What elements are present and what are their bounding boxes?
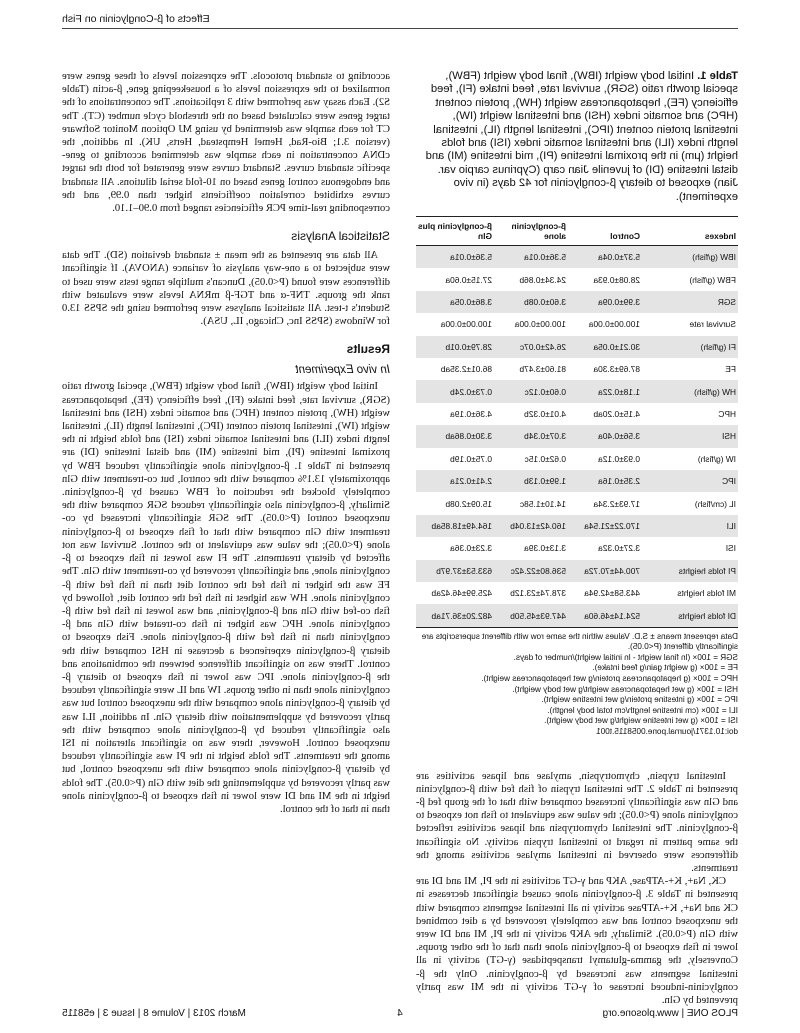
table-note: IPC = 100× (g intestine protein/g wet intestine weight). bbox=[541, 695, 738, 705]
table-row bbox=[416, 560, 738, 582]
table-note: doi:10.1371/journal.pone.0058115.t001 bbox=[596, 727, 738, 737]
methods-paragraph: according to standard protocols. The expression levels of these genes were normalized to the expression levels of a housekeeping gene, β-actin (Table S2). Each assay was performed with 3 replications. The concentrations of the target genes were calculated based on the threshold cycle number (CT). The CT for each sample was determined by using MJ Opticon Monitor Software (version 3.1; Bio-Rad, Hemel Hempstead, Herts, UK). In addition, the cDNA concentration in each sample was determined according to gene-specific standard curves. Standard curves were generated for both the target and endogenous control genes based on 10-fold serial dilutions. All standard curves exhibited correlation coefficients higher than 0.99, and the corresponding real-time PCR efficiencies ranged from 0.90–1.10. bbox=[62, 71, 390, 215]
data-table bbox=[416, 216, 738, 628]
control-value-cell: 1.18±0.22a bbox=[568, 380, 642, 402]
alone-value-cell: 26.42±0.07c bbox=[494, 336, 568, 358]
row-index-cell: IL (cm/fish) bbox=[694, 498, 736, 509]
plus-gln-value-cell: 15.09±2.08b bbox=[445, 498, 492, 509]
row-index-cell: IBW (g/fish) bbox=[642, 246, 738, 269]
row-index-cell: IW (g/fish) bbox=[697, 453, 736, 464]
control-value-cell: 3.27±0.32a bbox=[598, 543, 640, 554]
control-value-cell: 28.08±0.93a bbox=[593, 274, 640, 285]
plus-gln-value-cell: 3.86±0.05a bbox=[416, 291, 494, 313]
subsection-heading-invivo: In vivo Experiment bbox=[295, 364, 390, 377]
results-paragraph: Initial body weight (IBW), final body weight (FBW), special growth ratio (SGR), survival rate, feed intake (FI), feed efficiency (FE), hepatopancreas weight (HW), protein content (HPC) and somatic index (HSI) and intestinal weight (IW), intestinal protein content (IPC), intestinal length (IL), intestinal length index (ILI) and intestinal somatic index (ISI) and folds height in the proximal intestine (PI), mid intestine (MI) and distal intestine (DI) are presented in Table 1. β-conglycinin alone significantly reduced FBW by approximately 13.1% compared with the control, but co-treatment with Gln completely blocked the reduction of FBW caused by β-conglycinin. Similarly, β-conglycinin also significantly reduced SGR compared with the unexposed control (P<0.05). The SGR significantly increased by co-treatment with Gln compared with that of fish exposed to β-conglycinin alone (P<0.05); the value was equivalent to the control. Survival was not affected by dietary treatments. The FI was lowest in fish exposed to β-conglycinin alone, and significantly recovered by co-treatment with Gln. The FE was the higher in fish fed the control diet than in fish fed with β-conglycinin alone. HW was highest in fish fed the control diet, followed by fish co-fed with Gln and β-conglycinin, and was lowest in fish fed with β-conglycinin alone. HPC was higher in fish co-treated with Gln and β-conglycinin than in fish fed with β-conglycinin alone. Fish exposed to dietary β-conglycinin experienced a decrease in HSI compared with the control. There was no significant difference between the combinations and the β-conglycinin alone. IPC was lower in fish exposed to dietary β-conglycinin alone than in other groups. IW and IL were significantly reduced by dietary β-conglycinin alone compared with the unexposed control but was partly recovered by supplementation with dietary Gln. In addition, ILI was also significantly reduced by β-conglycinin alone compared with the unexposed control. However, there was no significant alteration in ISI among the treatments. The folds height in the PI was significantly reduced by dietary β-conglycinin alone compared with the unexposed control, but was partly recovered by supplementing the diet with Gln (P<0.05). The folds height in the MI and DI were lower in fish exposed to β-conglycinin alone than in that of the control. bbox=[62, 381, 390, 815]
plus-gln-value-cell: 28.79±0.01b bbox=[416, 336, 494, 358]
row-index-cell: IPC bbox=[642, 470, 738, 492]
control-value-cell: 4.15±0.20ab bbox=[593, 408, 640, 419]
table-row bbox=[416, 313, 738, 335]
control-value-cell: 5.37±0.04a bbox=[568, 246, 642, 269]
alone-value-cell: 0.60±0.12c bbox=[494, 380, 568, 402]
alone-value-cell: 14.10±1.58c bbox=[519, 498, 566, 509]
footer-journal: PLOS ONE | www.plosone.org bbox=[602, 1008, 738, 1019]
table-note: SGR = 100× (ln final weight - ln initial weight)/number of days. bbox=[513, 652, 738, 662]
control-value-cell: 2.35±0.16a bbox=[568, 470, 642, 492]
row-index-cell: Survival rate bbox=[689, 319, 736, 330]
control-value-cell: 87.69±3.30a bbox=[593, 364, 640, 375]
row-index-cell: HSI bbox=[642, 425, 738, 447]
control-value-cell: 700.44±70.72a bbox=[568, 560, 642, 582]
footer-issue: March 2013 | Volume 8 | Issue 3 | e58115 bbox=[62, 1008, 246, 1019]
table-row bbox=[416, 403, 738, 425]
row-index-cell: FI (g/fish) bbox=[642, 336, 738, 358]
footer-page-number: 4 bbox=[397, 1008, 403, 1019]
control-value-cell: 17.93±2.34a bbox=[593, 498, 640, 509]
control-value-cell: 524.14±46.60a bbox=[568, 604, 642, 627]
section-heading-statistics: Statistical Analysis bbox=[291, 229, 390, 244]
row-index-cell: ILI bbox=[642, 515, 738, 537]
statistics-paragraph: All data are presented as the mean ± standard deviation (SD). The data were subjected to a one-way analysis of variance (ANOVA). If significant differences were found (P<0.05), Duncan's multiple range tests were used to rank the groups. TNF-α and TGF-β mRNA levels were evaluated with Student's t-test. All statistical analyses were performed using the SPSS 13.0 for Windows (SPSS Inc, Chicago, IL, USA). bbox=[62, 250, 390, 328]
control-value-cell: 0.93±0.12a bbox=[598, 453, 640, 464]
alone-value-cell: 3.13±0.39a bbox=[524, 543, 566, 554]
table-row bbox=[416, 268, 738, 290]
alone-value-cell: 4.01±0.32b bbox=[524, 408, 566, 419]
control-value-cell: 100.00±0.00a bbox=[588, 319, 640, 330]
table-row bbox=[416, 492, 738, 514]
table-row bbox=[416, 582, 738, 604]
plus-gln-value-cell: 482.20±36.71ab bbox=[416, 604, 494, 627]
table-caption-text: Initial body weight (IBW), final body weight (FBW), special growth ratio (SGR), survival rate, feed intake (FI), feed efficiency (FE), hepatopancreas weight (HW), protein content (HPC) and somatic index (HSI) and intestinal weight (IW), intestinal protein content (IPC), intestinal length (IL), intestinal length index (ILI) and intestinal somatic index (ISI) and folds height (μm) in the proximal intestine (PI), mid intestine (MI) and distal intestine (DI) of juvenile Jian carp (Cyprinus carpio var. Jian) exposed to dietary β-conglycinin for 42 days (in vivo experiment). bbox=[425, 70, 738, 203]
table-row bbox=[416, 470, 738, 492]
alone-value-cell: 0.62±0.15c bbox=[524, 453, 566, 464]
alone-value-cell: 5.36±0.01a bbox=[494, 246, 568, 269]
row-index-cell: ISI bbox=[725, 543, 736, 554]
digestive-enzymes-text bbox=[416, 770, 738, 1008]
table-row bbox=[416, 336, 738, 358]
column-header-plus-gln: β-conglycinin plus Gln bbox=[418, 221, 492, 242]
alone-value-cell: 447.93±45.50b bbox=[494, 604, 568, 627]
plus-gln-value-cell: 164.49±18.85ab bbox=[416, 515, 494, 537]
table-row bbox=[416, 425, 738, 447]
alone-value-cell: 24.34±0.86b bbox=[519, 274, 566, 285]
control-value-cell: 30.21±0.05a bbox=[568, 336, 642, 358]
plus-gln-value-cell: 3.23±0.36a bbox=[450, 543, 492, 554]
alone-value-cell: 536.80±22.42c bbox=[494, 560, 568, 582]
table-body bbox=[416, 246, 738, 628]
alone-value-cell: 81.60±3.47b bbox=[519, 364, 566, 375]
alone-value-cell: 160.42±13.04b bbox=[494, 515, 568, 537]
text-column-table bbox=[416, 70, 738, 1007]
alone-value-cell: 3.60±0.08b bbox=[494, 291, 568, 313]
plus-gln-value-cell: 4.36±0.19a bbox=[450, 408, 492, 419]
plus-gln-value-cell: 633.53±37.97b bbox=[416, 560, 494, 582]
table-row bbox=[416, 358, 738, 380]
control-value-cell: 170.22±21.54a bbox=[568, 515, 642, 537]
table-header-row bbox=[416, 217, 738, 246]
row-index-cell: HW (g/fish) bbox=[642, 380, 738, 402]
brush-border-paragraph: CK, Na+, K+-ATPase, AKP and γ-GT activities in the PI, MI and DI are presented in Table 3. β-conglycinin alone caused significant decreases in CK and Na+, K+-ATPase activity in all intestinal segments compared with the unexposed control and was completely recovered by a diet combined with Gln (P<0.05). Similarly, the AKP activity in the PI, MI and DI were lower in fish exposed to β-conglycinin alone than that of the other groups. Conversely, the gamma-glutamyl transpeptidase (γ-GT) activity in all intestinal segments was increased by β-conglycinin. Only the β-conglycinin-induced increase of γ-GT activity in the MI was partly prevented by Gln. bbox=[416, 876, 738, 1007]
plus-gln-value-cell: 100.00±0.00a bbox=[440, 319, 492, 330]
table-note: FE = 100× (g weight gain/g feed intake). bbox=[592, 663, 738, 673]
column-header-indexes: Indexes bbox=[704, 231, 736, 242]
control-value-cell: 443.58±42.94a bbox=[584, 588, 640, 599]
table-row bbox=[416, 291, 738, 313]
alone-value-cell: 378.74±23.12b bbox=[510, 588, 566, 599]
plus-gln-value-cell: 27.15±0.60a bbox=[445, 274, 492, 285]
control-value-cell: 3.56±0.40a bbox=[568, 425, 642, 447]
plus-gln-value-cell: 425.99±46.42ab bbox=[431, 588, 492, 599]
plus-gln-value-cell: 5.36±0.01a bbox=[416, 246, 494, 269]
plus-gln-value-cell: 0.73±0.24b bbox=[416, 380, 494, 402]
table-note: Data represent means ± S.D. Values within the same row with different superscripts are significantly different (P<0.05). bbox=[421, 631, 738, 652]
row-index-cell: MI folds heights bbox=[677, 588, 736, 599]
table-row bbox=[416, 537, 738, 559]
table-row bbox=[416, 515, 738, 537]
table-row bbox=[416, 604, 738, 627]
table-label: Table 1. bbox=[697, 70, 738, 82]
row-index-cell: DI folds heights bbox=[642, 604, 738, 627]
table-row bbox=[416, 448, 738, 470]
table-note: ISI = 100× (g wet intestine weight/g wet body weight). bbox=[544, 716, 738, 726]
column-header-alone: β-conglycinin alone bbox=[511, 221, 566, 242]
plus-gln-value-cell: 3.30±0.86ab bbox=[416, 425, 494, 447]
plus-gln-value-cell: 86.01±2.35ab bbox=[440, 364, 492, 375]
alone-value-cell: 1.99±0.13b bbox=[494, 470, 568, 492]
running-title: Effects of β-Conglycinin on Fish bbox=[62, 13, 210, 25]
alone-value-cell: 100.00±0.00a bbox=[514, 319, 566, 330]
table-notes bbox=[416, 632, 738, 738]
table-row bbox=[416, 246, 738, 269]
row-index-cell: FBW (g/fish) bbox=[689, 274, 736, 285]
table-note: HSI = 100× (g wet hepatopancreas weight/g wet body weight). bbox=[512, 684, 738, 694]
row-index-cell: HPC bbox=[718, 408, 736, 419]
table-note: HPC = 100× (g hepatopancreas protein/g wet hepatopancreas weight). bbox=[481, 674, 738, 684]
alone-value-cell: 3.07±0.34b bbox=[494, 425, 568, 447]
column-header-control: Control bbox=[610, 231, 640, 242]
section-heading-results: Results bbox=[346, 342, 390, 357]
control-value-cell: 3.99±0.09a bbox=[568, 291, 642, 313]
plus-gln-value-cell: 0.75±0.19b bbox=[450, 453, 492, 464]
table-row bbox=[416, 380, 738, 402]
plus-gln-value-cell: 2.41±0.21a bbox=[416, 470, 494, 492]
row-index-cell: SGR bbox=[642, 291, 738, 313]
row-index-cell: PI folds heights bbox=[642, 560, 738, 582]
running-header bbox=[62, 13, 738, 29]
table-note: ILI = 100× (cm intestine length/cm total body length). bbox=[547, 705, 738, 715]
text-column-main bbox=[62, 70, 390, 816]
table-caption bbox=[416, 70, 738, 204]
enzymes-paragraph: Intestinal trypsin, chymotrypsin, amylase and lipase activities are presented in Table 2. The intestinal trypsin of fish fed with β-conglycinin and Gln was significantly increased compared with that of the group fed β-conglycinin alone (P<0.05); the value was equivalent to fish not exposed to β-conglycinin. The intestinal chymotrypsin and lipase activities reflected the same pattern in regard to intestinal trypsin activity. No significant differences were observed in intestinal amylase activities among the treatments. bbox=[416, 770, 738, 875]
row-index-cell: FE bbox=[725, 364, 736, 375]
